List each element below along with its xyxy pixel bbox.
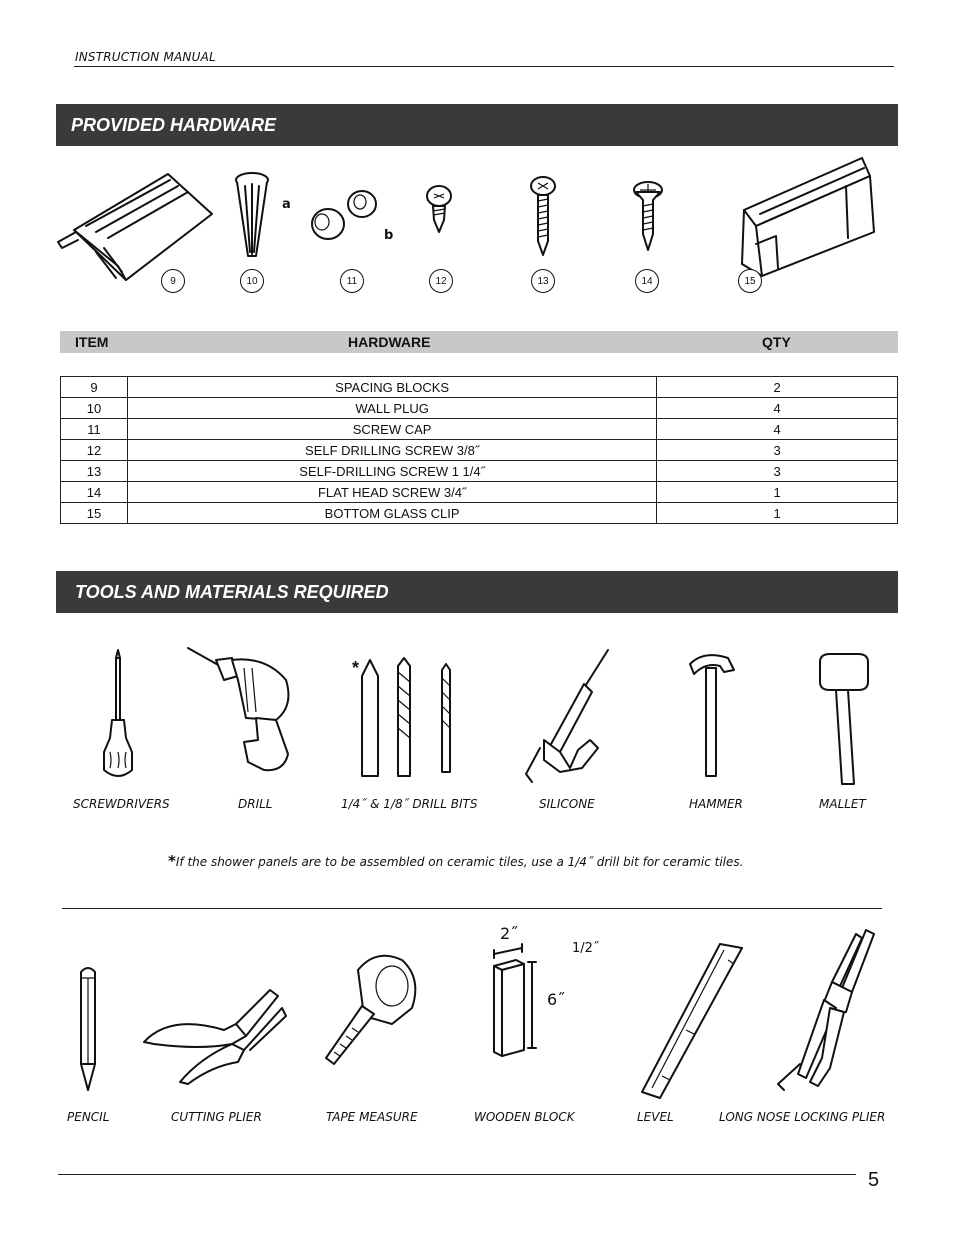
section-band-hardware <box>56 104 898 146</box>
note-asterisk: * <box>168 852 176 870</box>
tool-label-drill: DRILL <box>238 797 273 811</box>
tool-label-mallet: MALLET <box>819 797 866 811</box>
short-screw-illustration <box>424 184 454 236</box>
tool-label-long-nose-locking-plier: LONG NOSE LOCKING PLIER <box>719 1110 886 1124</box>
callout-10: 10 <box>240 269 264 293</box>
tool-label-silicone: SILICONE <box>539 797 595 811</box>
table-row <box>61 440 898 461</box>
table-cell-hardware: SCREW CAP <box>127 419 656 440</box>
table-cell-hardware: WALL PLUG <box>127 398 656 419</box>
table-row <box>61 461 898 482</box>
table-cell-hardware: SELF-DRILLING SCREW 1 1/4˝ <box>127 461 656 482</box>
spacing-block-illustration <box>56 168 216 286</box>
note-text: If the shower panels are to be assembled on ceramic tiles, use a 1/4˝ drill bit for ceramic tiles. <box>175 855 744 869</box>
section-band-tools <box>56 571 898 613</box>
tool-label-cutting-plier: CUTTING PLIER <box>171 1110 262 1124</box>
page-number: 5 <box>868 1169 880 1191</box>
callout-11: 11 <box>340 269 364 293</box>
wooden-block-thickness-label: 1/2˝ <box>572 941 600 956</box>
footer-rule <box>58 1174 856 1175</box>
hammer-illustration <box>684 652 740 780</box>
mallet-illustration <box>814 652 874 788</box>
callout-12: 12 <box>429 269 453 293</box>
column-header-hardware: HARDWARE <box>348 334 431 350</box>
table-cell-item: 9 <box>61 377 128 398</box>
callout-13: 13 <box>531 269 555 293</box>
callout-9: 9 <box>161 269 185 293</box>
table-cell-item: 12 <box>61 440 128 461</box>
table-cell-hardware: SELF DRILLING SCREW 3/8˝ <box>127 440 656 461</box>
tool-label-tape-measure: TAPE MEASURE <box>326 1110 418 1124</box>
cutting-plier-illustration <box>140 984 290 1086</box>
table-cell-item: 14 <box>61 482 128 503</box>
table-row <box>61 398 898 419</box>
pencil-illustration <box>78 964 98 1094</box>
table-cell-qty: 1 <box>657 482 898 503</box>
callout-15: 15 <box>738 269 762 293</box>
table-cell-hardware: BOTTOM GLASS CLIP <box>127 503 656 524</box>
ceramic-tile-note <box>168 852 743 870</box>
wooden-block-length-label: 6˝ <box>547 990 566 1009</box>
screw-cap-letter-b: b <box>384 228 394 243</box>
table-cell-hardware: FLAT HEAD SCREW 3/4˝ <box>127 482 656 503</box>
screw-cap-letter-a: a <box>282 197 291 212</box>
tool-label-screwdrivers: SCREWDRIVERS <box>73 797 170 811</box>
table-cell-item: 11 <box>61 419 128 440</box>
flat-head-screw-illustration <box>632 180 664 252</box>
table-cell-qty: 3 <box>657 440 898 461</box>
table-row <box>61 482 898 503</box>
bottom-glass-clip-illustration <box>736 154 884 280</box>
drill-illustration <box>186 646 294 776</box>
wooden-block-width-label: 2˝ <box>500 924 519 943</box>
drill-bit-asterisk: * <box>352 658 360 678</box>
tool-label-pencil: PENCIL <box>67 1110 110 1124</box>
screw-cap-illustration <box>300 186 390 246</box>
tool-label-hammer: HAMMER <box>689 797 743 811</box>
table-cell-item: 15 <box>61 503 128 524</box>
section-title-tools: TOOLS AND MATERIALS REQUIRED <box>75 581 389 602</box>
table-row <box>61 419 898 440</box>
screwdriver-illustration <box>100 648 136 782</box>
tool-label-level: LEVEL <box>637 1110 674 1124</box>
table-row <box>61 377 898 398</box>
manual-header-label: INSTRUCTION MANUAL <box>75 50 216 64</box>
silicone-gun-illustration <box>520 648 616 788</box>
hardware-table <box>60 376 898 524</box>
tool-label-wooden-block: WOODEN BLOCK <box>474 1110 575 1124</box>
table-cell-qty: 3 <box>657 461 898 482</box>
table-cell-item: 13 <box>61 461 128 482</box>
wall-plug-illustration <box>232 170 272 260</box>
hardware-table-column-header <box>60 331 898 353</box>
table-cell-qty: 2 <box>657 377 898 398</box>
table-cell-qty: 4 <box>657 419 898 440</box>
level-illustration <box>638 940 748 1102</box>
table-cell-qty: 4 <box>657 398 898 419</box>
table-cell-item: 10 <box>61 398 128 419</box>
table-row <box>61 503 898 524</box>
tools-divider-rule <box>62 908 882 909</box>
table-cell-hardware: SPACING BLOCKS <box>127 377 656 398</box>
column-header-item: ITEM <box>75 334 109 350</box>
callout-14: 14 <box>635 269 659 293</box>
tool-label-drill-bits: 1/4˝ & 1/8˝ DRILL BITS <box>341 797 478 811</box>
section-title-hardware: PROVIDED HARDWARE <box>71 114 277 135</box>
column-header-qty: QTY <box>762 334 791 350</box>
tape-measure-illustration <box>322 946 422 1070</box>
header-rule <box>74 66 894 67</box>
table-cell-qty: 1 <box>657 503 898 524</box>
drill-bits-illustration <box>360 656 456 780</box>
locking-plier-illustration <box>770 928 880 1094</box>
long-screw-illustration <box>528 175 558 257</box>
